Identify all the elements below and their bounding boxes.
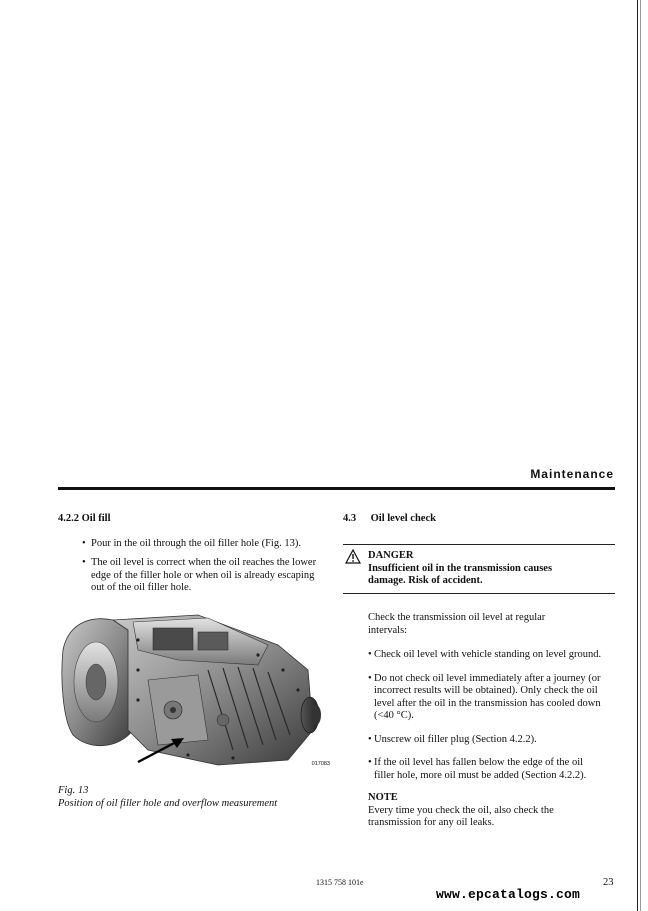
list-item-line: Check oil level with vehicle standing on level ground. (374, 649, 602, 660)
left-column (58, 513, 333, 595)
list-item (368, 757, 618, 782)
figure-caption (58, 784, 277, 810)
right-column-body (368, 612, 618, 830)
watermark: www.epcatalogs.com (436, 887, 581, 902)
section-heading-oil-level-check (343, 513, 615, 526)
heading-number: 4.2.2 (58, 513, 79, 524)
list-item-line: level after the oil in the transmission has cooled down (374, 697, 601, 709)
note-line: transmission for any oil leaks. (368, 817, 495, 828)
list-item (58, 538, 333, 551)
intro-line: intervals: (368, 624, 408, 636)
list-item-line: filler hole, more oil must be added (Section 4.2.2). (374, 769, 587, 781)
danger-text (368, 550, 552, 588)
list-item-line: (<40 °C). (374, 710, 414, 721)
bullet-dot: • (82, 557, 86, 568)
heading-title: Oil level check (370, 513, 436, 524)
danger-notice (343, 544, 615, 594)
list-item-line: edge of the filler hole or when oil is already escaping (91, 569, 315, 581)
list-item-line: The oil level is correct when the oil reaches the lower (91, 557, 317, 568)
list-item-line: Do not check oil level immediately after a journey (or (374, 672, 601, 684)
heading-title: Oil fill (81, 513, 111, 524)
danger-line: Insufficient oil in the transmission causes (368, 562, 553, 574)
warning-triangle-icon (345, 549, 361, 564)
list-item-line: If the oil level has fallen below the edge of the oil (374, 757, 584, 768)
list-item-line: out of the oil filler hole. (91, 582, 192, 593)
transmission-figure (58, 610, 334, 772)
note-title: NOTE (368, 792, 398, 803)
bullet-dot: • (368, 733, 372, 745)
figure-description: Position of oil filler hole and overflow measurement (58, 798, 278, 809)
bullet-dot: • (368, 757, 372, 768)
list-item (368, 734, 618, 747)
document-number: 1315 758 101e (316, 878, 364, 887)
figure-code: 017083 (311, 761, 330, 767)
section-header: Maintenance (530, 467, 614, 481)
figure-label: Fig. 13 (58, 785, 89, 796)
intro-line: Check the transmission oil level at regular (368, 612, 546, 623)
bullet-dot: • (368, 672, 372, 684)
list-item-line: Pour in the oil through the oil filler hole (Fig. 13). (91, 537, 301, 549)
note-line: Every time you check the oil, also check the (368, 804, 554, 816)
danger-title: DANGER (368, 550, 414, 561)
list-item (58, 557, 333, 595)
page-number: 23 (603, 877, 614, 888)
page-border-line (637, 0, 638, 911)
page-border-shadow (640, 0, 641, 911)
list-item (368, 649, 618, 662)
section-heading-oil-fill (58, 513, 333, 526)
header-rule (58, 487, 615, 490)
right-column-heading (343, 513, 615, 526)
heading-number: 4.3 (343, 513, 357, 524)
danger-line: damage. Risk of accident. (368, 575, 483, 586)
bullet-dot: • (368, 649, 372, 660)
transmission-photo (58, 610, 334, 772)
list-item-line: incorrect results will be obtained). Only check the oil (374, 685, 598, 696)
list-item (368, 673, 618, 723)
list-item-line: Unscrew oil filler plug (Section 4.2.2). (374, 733, 537, 745)
bullet-dot: • (82, 537, 86, 549)
